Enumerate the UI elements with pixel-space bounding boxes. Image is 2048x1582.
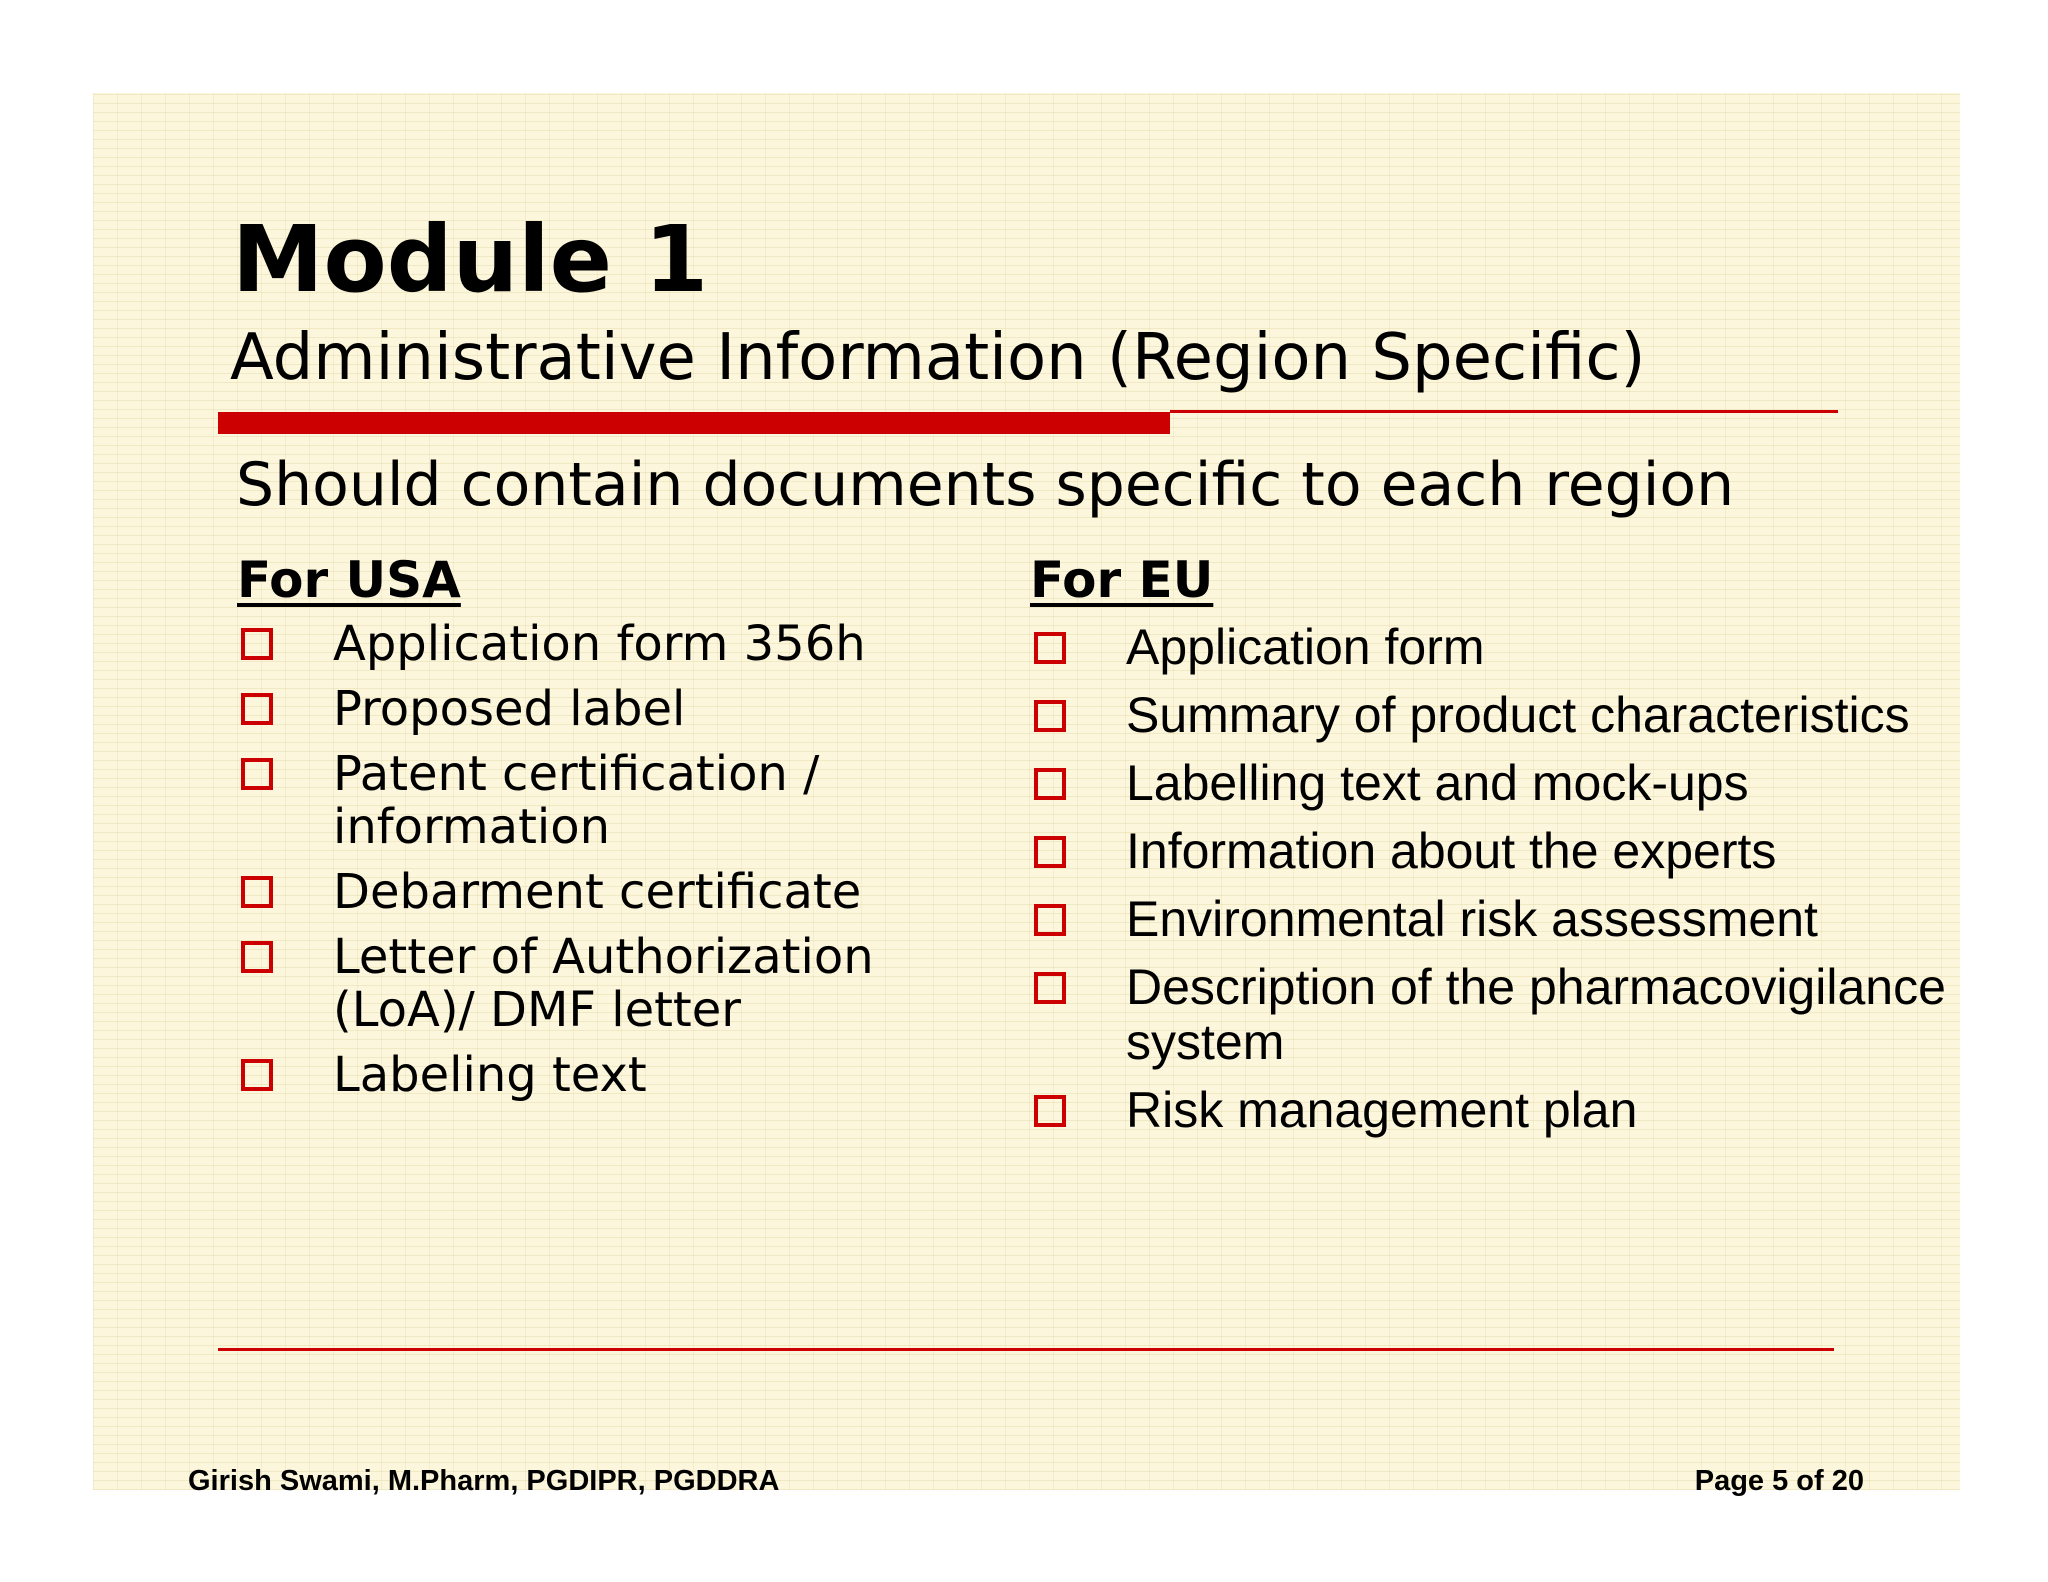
list-item-text: Patent certification / information (333, 746, 820, 855)
square-bullet-icon (1034, 836, 1066, 868)
list-item-text: Environmental risk assessment (1126, 891, 1818, 947)
list-item-text: Proposed label (333, 681, 686, 737)
page-number: Page 5 of 20 (1694, 1465, 1864, 1497)
list-item (237, 618, 937, 671)
list-item-text: Letter of Authorization (LoA)/ DMF letter (333, 929, 874, 1038)
list-item (237, 1049, 937, 1102)
list-item (1030, 756, 1950, 811)
list-item (237, 931, 937, 1037)
square-bullet-icon (241, 1059, 273, 1091)
list-item-text: Labelling text and mock-ups (1126, 755, 1749, 811)
square-bullet-icon (1034, 768, 1066, 800)
square-bullet-icon (1034, 700, 1066, 732)
list-item (237, 748, 937, 854)
square-bullet-icon (241, 876, 273, 908)
square-bullet-icon (241, 628, 273, 660)
list-item-text: Application form 356h (333, 616, 866, 672)
list-item-text: Description of the pharmacovigilance system (1126, 959, 1946, 1070)
footer-divider (218, 1348, 1834, 1351)
square-bullet-icon (1034, 904, 1066, 936)
slide-subtitle: Administrative Information (Region Specific) (230, 321, 1646, 395)
intro-text: Should contain documents specific to each region (236, 450, 1735, 520)
list-item (1030, 892, 1950, 947)
usa-heading: For USA (237, 551, 461, 609)
list-item-text: Summary of product characteristics (1126, 687, 1910, 743)
title-underline-thick (218, 412, 1170, 434)
title-underline-thin (1170, 410, 1838, 413)
list-item-text: Information about the experts (1126, 823, 1777, 879)
list-item-text: Application form (1126, 619, 1485, 675)
square-bullet-icon (1034, 632, 1066, 664)
usa-list (237, 618, 937, 1114)
square-bullet-icon (1034, 1095, 1066, 1127)
list-item (1030, 688, 1950, 743)
list-item (1030, 960, 1950, 1070)
list-item (237, 866, 937, 919)
square-bullet-icon (241, 693, 273, 725)
square-bullet-icon (1034, 972, 1066, 1004)
list-item-text: Debarment certificate (333, 864, 862, 920)
square-bullet-icon (241, 758, 273, 790)
list-item (1030, 824, 1950, 879)
list-item (1030, 620, 1950, 675)
eu-heading: For EU (1030, 551, 1214, 609)
list-item-text: Risk management plan (1126, 1082, 1638, 1138)
footer-author: Girish Swami, M.Pharm, PGDIPR, PGDDRA (188, 1465, 780, 1497)
list-item-text: Labeling text (333, 1047, 647, 1103)
square-bullet-icon (241, 941, 273, 973)
list-item (1030, 1083, 1950, 1138)
list-item (237, 683, 937, 736)
eu-list (1030, 620, 1950, 1151)
slide-title: Module 1 (232, 206, 709, 313)
